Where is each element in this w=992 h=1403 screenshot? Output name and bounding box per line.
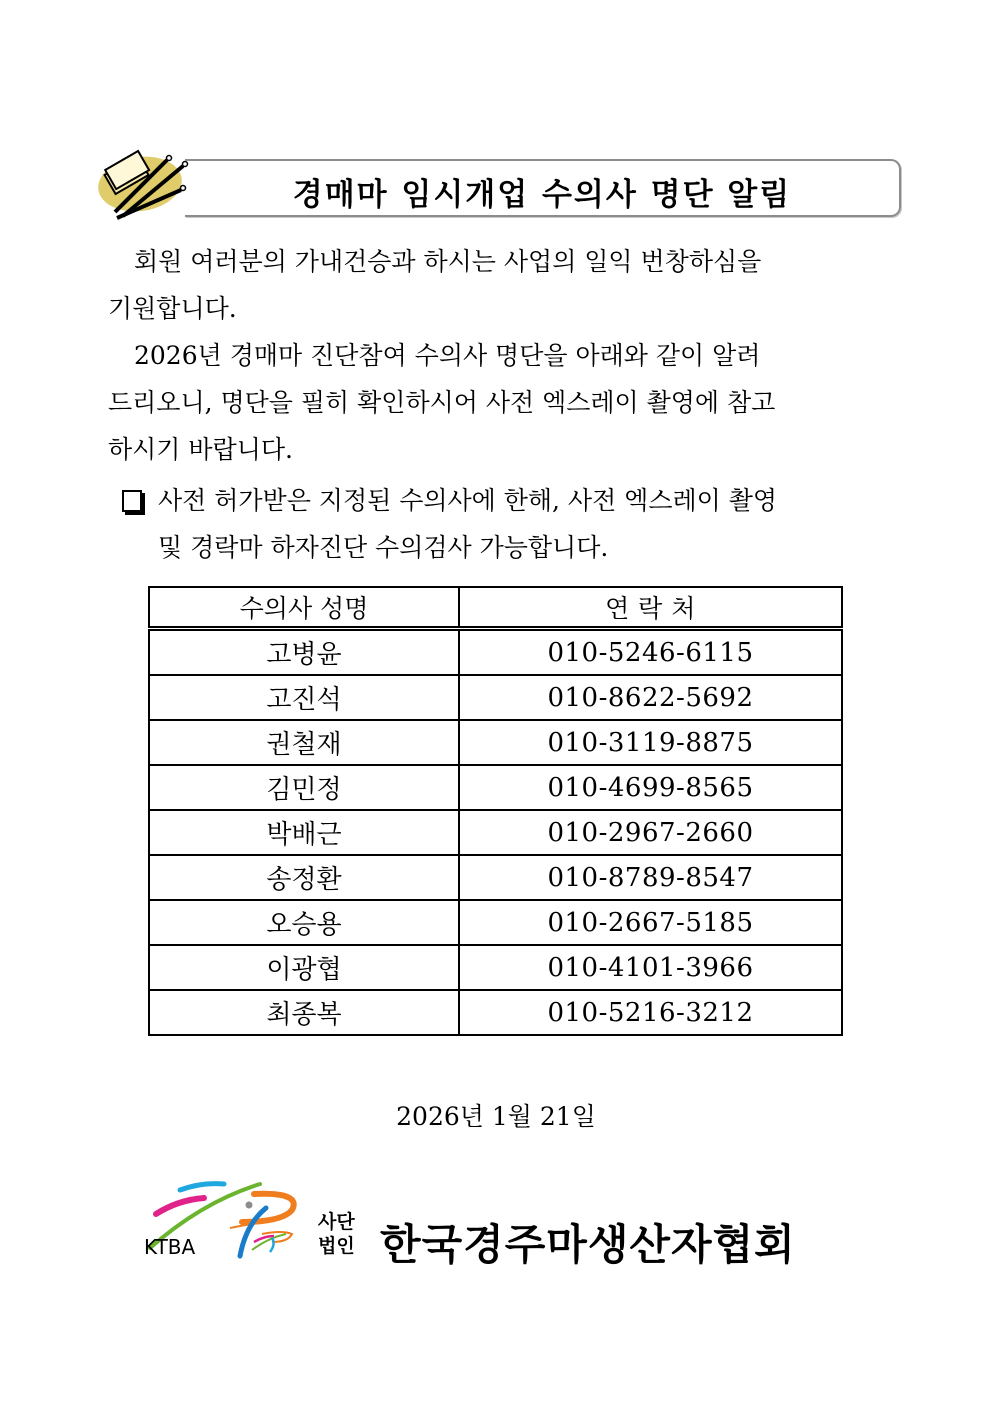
vet-name: 오승용 — [149, 900, 459, 945]
vet-name: 최종복 — [149, 990, 459, 1035]
pencils-notebook-icon — [95, 148, 190, 220]
paragraph-line: 2026년 경매마 진단참여 수의사 명단을 아래와 같이 알려 — [134, 341, 761, 370]
bullet-line: 및 경락마 하자진단 수의검사 가능합니다. — [158, 533, 609, 562]
vet-phone: 010-4699-8565 — [459, 765, 842, 810]
table-row — [149, 765, 842, 810]
vet-name: 권철재 — [149, 720, 459, 765]
table-row — [149, 629, 842, 676]
org-prefix-line: 사단 — [318, 1211, 355, 1233]
org-prefix-line: 법인 — [318, 1235, 355, 1257]
table-row — [149, 990, 842, 1035]
veterinarian-table — [148, 586, 843, 1036]
vet-phone: 010-4101-3966 — [459, 945, 842, 990]
table-row — [149, 945, 842, 990]
ktba-logo — [142, 1172, 307, 1264]
vet-phone: 010-2967-2660 — [459, 810, 842, 855]
table-row — [149, 855, 842, 900]
table-row — [149, 675, 842, 720]
vet-name: 송정환 — [149, 855, 459, 900]
issue-date: 2026년 1월 21일 — [396, 1102, 596, 1131]
title-banner — [185, 159, 901, 217]
vet-name: 고병윤 — [149, 629, 459, 676]
greeting-paragraph — [108, 238, 888, 332]
vet-name: 김민정 — [149, 765, 459, 810]
vet-phone: 010-8622-5692 — [459, 675, 842, 720]
svg-text:KTBA: KTBA — [144, 1235, 196, 1259]
vet-name: 고진석 — [149, 675, 459, 720]
notice-paragraph — [108, 332, 888, 473]
vet-phone: 010-2667-5185 — [459, 900, 842, 945]
org-type — [318, 1210, 355, 1258]
vet-name: 박배근 — [149, 810, 459, 855]
vet-name: 이광협 — [149, 945, 459, 990]
vet-phone: 010-5216-3212 — [459, 990, 842, 1035]
table-row — [149, 900, 842, 945]
paragraph-line: 기원합니다. — [108, 294, 237, 323]
table-header-row — [149, 587, 842, 629]
vet-phone: 010-3119-8875 — [459, 720, 842, 765]
organization-name: 한국경주마생산자협회 — [380, 1220, 796, 1269]
checkbox-square-icon — [122, 490, 142, 512]
bullet-line: 사전 허가받은 지정된 수의사에 한해, 사전 엑스레이 촬영 — [158, 486, 778, 515]
vet-phone: 010-5246-6115 — [459, 629, 842, 676]
header-contact: 연 락 처 — [459, 587, 842, 629]
page-title: 경매마 임시개업 수의사 명단 알림 — [292, 177, 792, 213]
bullet-note — [120, 477, 890, 571]
vet-phone: 010-8789-8547 — [459, 855, 842, 900]
header-name: 수의사 성명 — [149, 587, 459, 629]
paragraph-line: 회원 여러분의 가내건승과 하시는 사업의 일익 번창하심을 — [134, 247, 762, 276]
paragraph-line: 하시기 바랍니다. — [108, 435, 293, 464]
table-row — [149, 810, 842, 855]
table-row — [149, 720, 842, 765]
paragraph-line: 드리오니, 명단을 필히 확인하시어 사전 엑스레이 촬영에 참고 — [108, 388, 776, 417]
